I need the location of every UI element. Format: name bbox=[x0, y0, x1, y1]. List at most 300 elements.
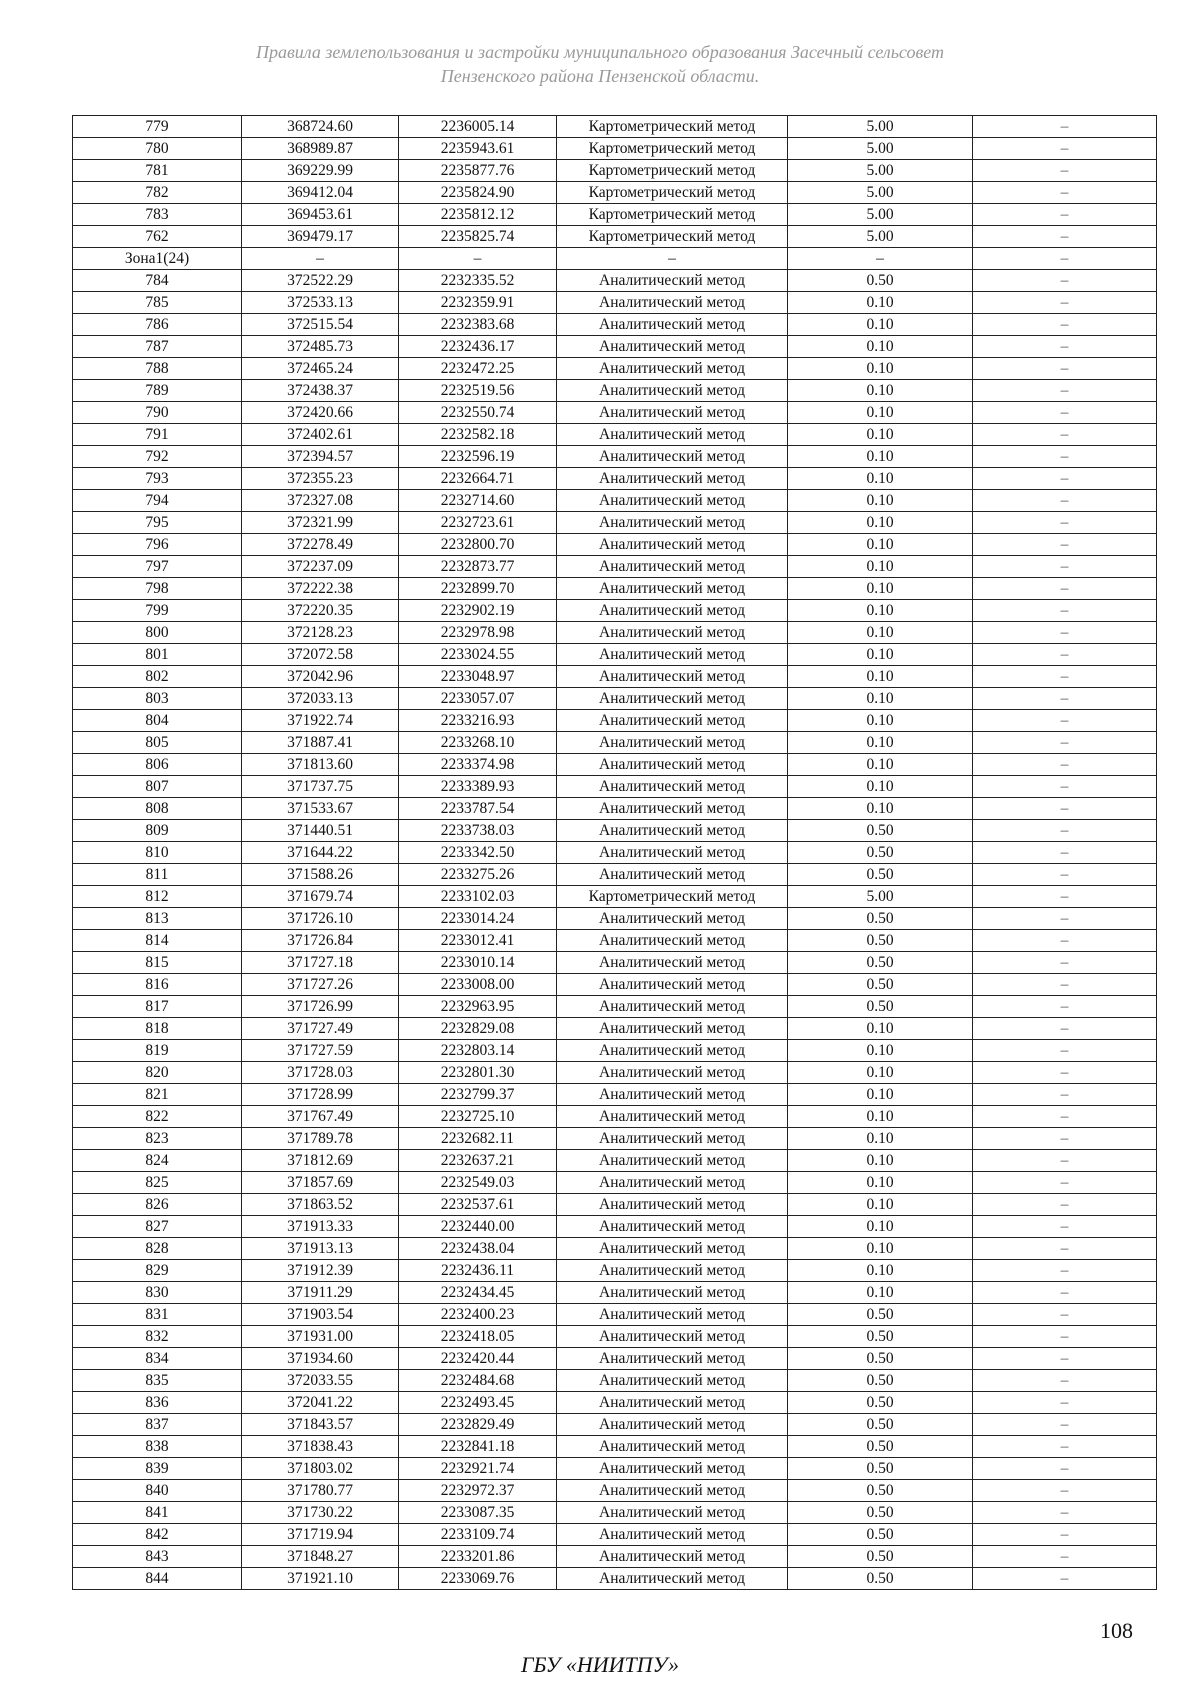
point-number-cell: 781 bbox=[73, 160, 242, 182]
point-number-cell: 805 bbox=[73, 732, 242, 754]
accuracy-cell: 0.10 bbox=[788, 1260, 973, 1282]
accuracy-cell: 0.10 bbox=[788, 534, 973, 556]
method-cell: Аналитический метод bbox=[557, 358, 788, 380]
y-coordinate-cell: 2232537.61 bbox=[399, 1194, 557, 1216]
method-cell: Картометрический метод bbox=[557, 138, 788, 160]
table-row bbox=[73, 248, 1157, 270]
accuracy-cell: 0.10 bbox=[788, 446, 973, 468]
accuracy-cell: 0.10 bbox=[788, 1106, 973, 1128]
method-cell: Аналитический метод bbox=[557, 644, 788, 666]
method-cell: Аналитический метод bbox=[557, 930, 788, 952]
x-coordinate-cell: 372515.54 bbox=[242, 314, 399, 336]
x-coordinate-cell: 371728.03 bbox=[242, 1062, 399, 1084]
method-cell: Аналитический метод bbox=[557, 1524, 788, 1546]
accuracy-cell: 5.00 bbox=[788, 226, 973, 248]
x-coordinate-cell: 372128.23 bbox=[242, 622, 399, 644]
y-coordinate-cell: 2232801.30 bbox=[399, 1062, 557, 1084]
y-coordinate-cell: 2232420.44 bbox=[399, 1348, 557, 1370]
point-number-cell: 842 bbox=[73, 1524, 242, 1546]
method-cell: Аналитический метод bbox=[557, 512, 788, 534]
method-cell: Аналитический метод bbox=[557, 1436, 788, 1458]
point-number-cell: 779 bbox=[73, 116, 242, 138]
y-coordinate-cell: 2233024.55 bbox=[399, 644, 557, 666]
method-cell: Аналитический метод bbox=[557, 996, 788, 1018]
header-line-2: Пензенского района Пензенской области. bbox=[440, 66, 760, 86]
point-number-cell: 786 bbox=[73, 314, 242, 336]
y-coordinate-cell: 2235824.90 bbox=[399, 182, 557, 204]
point-number-cell: 818 bbox=[73, 1018, 242, 1040]
method-cell: Картометрический метод bbox=[557, 160, 788, 182]
y-coordinate-cell: 2232596.19 bbox=[399, 446, 557, 468]
point-number-cell: 831 bbox=[73, 1304, 242, 1326]
point-number-cell: 827 bbox=[73, 1216, 242, 1238]
y-coordinate-cell: 2232800.70 bbox=[399, 534, 557, 556]
accuracy-cell: 0.50 bbox=[788, 1458, 973, 1480]
accuracy-cell: 0.10 bbox=[788, 490, 973, 512]
y-coordinate-cell: 2232829.49 bbox=[399, 1414, 557, 1436]
table-row bbox=[73, 1546, 1157, 1568]
y-coordinate-cell: 2232436.17 bbox=[399, 336, 557, 358]
accuracy-cell: 0.10 bbox=[788, 1282, 973, 1304]
x-coordinate-cell: 372394.57 bbox=[242, 446, 399, 468]
point-number-cell: 837 bbox=[73, 1414, 242, 1436]
point-number-cell: 788 bbox=[73, 358, 242, 380]
note-cell: – bbox=[973, 402, 1157, 424]
x-coordinate-cell: 371588.26 bbox=[242, 864, 399, 886]
accuracy-cell: 0.50 bbox=[788, 1568, 973, 1590]
accuracy-cell: 0.50 bbox=[788, 974, 973, 996]
note-cell: – bbox=[973, 1150, 1157, 1172]
point-number-cell: 814 bbox=[73, 930, 242, 952]
accuracy-cell: 0.10 bbox=[788, 336, 973, 358]
note-cell: – bbox=[973, 754, 1157, 776]
method-cell: Аналитический метод bbox=[557, 1414, 788, 1436]
method-cell: Аналитический метод bbox=[557, 1216, 788, 1238]
x-coordinate-cell: 371922.74 bbox=[242, 710, 399, 732]
point-number-cell: 815 bbox=[73, 952, 242, 974]
note-cell: – bbox=[973, 270, 1157, 292]
table-row bbox=[73, 1436, 1157, 1458]
table-row bbox=[73, 1128, 1157, 1150]
table-row bbox=[73, 424, 1157, 446]
note-cell: – bbox=[973, 424, 1157, 446]
y-coordinate-cell: 2232921.74 bbox=[399, 1458, 557, 1480]
x-coordinate-cell: 371726.84 bbox=[242, 930, 399, 952]
note-cell: – bbox=[973, 1172, 1157, 1194]
table-row bbox=[73, 952, 1157, 974]
accuracy-cell: 0.10 bbox=[788, 1018, 973, 1040]
method-cell: Аналитический метод bbox=[557, 732, 788, 754]
accuracy-cell: 0.50 bbox=[788, 1370, 973, 1392]
note-cell: – bbox=[973, 974, 1157, 996]
table-row bbox=[73, 622, 1157, 644]
method-cell: Аналитический метод bbox=[557, 1040, 788, 1062]
y-coordinate-cell: 2232400.23 bbox=[399, 1304, 557, 1326]
y-coordinate-cell: 2232335.52 bbox=[399, 270, 557, 292]
method-cell: Аналитический метод bbox=[557, 1348, 788, 1370]
point-number-cell: 816 bbox=[73, 974, 242, 996]
x-coordinate-cell: 371440.51 bbox=[242, 820, 399, 842]
x-coordinate-cell: 371726.10 bbox=[242, 908, 399, 930]
point-number-cell: 826 bbox=[73, 1194, 242, 1216]
method-cell: Аналитический метод bbox=[557, 534, 788, 556]
table-row bbox=[73, 776, 1157, 798]
accuracy-cell: 0.50 bbox=[788, 1524, 973, 1546]
table-row bbox=[73, 1018, 1157, 1040]
note-cell: – bbox=[973, 864, 1157, 886]
point-number-cell: 783 bbox=[73, 204, 242, 226]
y-coordinate-cell: 2232714.60 bbox=[399, 490, 557, 512]
accuracy-cell: 0.50 bbox=[788, 1348, 973, 1370]
y-coordinate-cell: 2233268.10 bbox=[399, 732, 557, 754]
y-coordinate-cell: – bbox=[399, 248, 557, 270]
table-row bbox=[73, 1304, 1157, 1326]
method-cell: – bbox=[557, 248, 788, 270]
point-number-cell: 809 bbox=[73, 820, 242, 842]
table-row bbox=[73, 688, 1157, 710]
point-number-cell: 817 bbox=[73, 996, 242, 1018]
x-coordinate-cell: 372533.13 bbox=[242, 292, 399, 314]
point-number-cell: 843 bbox=[73, 1546, 242, 1568]
page-number: 108 bbox=[1100, 1618, 1133, 1643]
table-row bbox=[73, 116, 1157, 138]
method-cell: Картометрический метод bbox=[557, 204, 788, 226]
x-coordinate-cell: 372402.61 bbox=[242, 424, 399, 446]
note-cell: – bbox=[973, 226, 1157, 248]
accuracy-cell: 0.10 bbox=[788, 1238, 973, 1260]
x-coordinate-cell: 371803.02 bbox=[242, 1458, 399, 1480]
y-coordinate-cell: 2232725.10 bbox=[399, 1106, 557, 1128]
note-cell: – bbox=[973, 1238, 1157, 1260]
x-coordinate-cell: 372321.99 bbox=[242, 512, 399, 534]
accuracy-cell: 0.10 bbox=[788, 512, 973, 534]
x-coordinate-cell: 371857.69 bbox=[242, 1172, 399, 1194]
y-coordinate-cell: 2232902.19 bbox=[399, 600, 557, 622]
method-cell: Аналитический метод bbox=[557, 270, 788, 292]
note-cell: – bbox=[973, 1216, 1157, 1238]
x-coordinate-cell: 372438.37 bbox=[242, 380, 399, 402]
accuracy-cell: 0.50 bbox=[788, 1546, 973, 1568]
table-row bbox=[73, 1524, 1157, 1546]
note-cell: – bbox=[973, 1326, 1157, 1348]
y-coordinate-cell: 2232637.21 bbox=[399, 1150, 557, 1172]
point-number-cell: 782 bbox=[73, 182, 242, 204]
accuracy-cell: 0.10 bbox=[788, 314, 973, 336]
x-coordinate-cell: 371913.33 bbox=[242, 1216, 399, 1238]
accuracy-cell: 0.10 bbox=[788, 380, 973, 402]
accuracy-cell: 0.50 bbox=[788, 1392, 973, 1414]
point-number-cell: 806 bbox=[73, 754, 242, 776]
method-cell: Картометрический метод bbox=[557, 886, 788, 908]
point-number-cell: 811 bbox=[73, 864, 242, 886]
x-coordinate-cell: 372278.49 bbox=[242, 534, 399, 556]
point-number-cell: 821 bbox=[73, 1084, 242, 1106]
y-coordinate-cell: 2235877.76 bbox=[399, 160, 557, 182]
table-row bbox=[73, 974, 1157, 996]
point-number-cell: 800 bbox=[73, 622, 242, 644]
y-coordinate-cell: 2232664.71 bbox=[399, 468, 557, 490]
point-number-cell: 840 bbox=[73, 1480, 242, 1502]
y-coordinate-cell: 2233109.74 bbox=[399, 1524, 557, 1546]
coordinates-table bbox=[72, 115, 1157, 1590]
table-row bbox=[73, 842, 1157, 864]
x-coordinate-cell: 371931.00 bbox=[242, 1326, 399, 1348]
method-cell: Аналитический метод bbox=[557, 292, 788, 314]
x-coordinate-cell: 372042.96 bbox=[242, 666, 399, 688]
method-cell: Аналитический метод bbox=[557, 1546, 788, 1568]
table-row bbox=[73, 270, 1157, 292]
note-cell: – bbox=[973, 996, 1157, 1018]
note-cell: – bbox=[973, 1392, 1157, 1414]
method-cell: Аналитический метод bbox=[557, 1084, 788, 1106]
point-number-cell: 834 bbox=[73, 1348, 242, 1370]
y-coordinate-cell: 2232438.04 bbox=[399, 1238, 557, 1260]
note-cell: – bbox=[973, 380, 1157, 402]
y-coordinate-cell: 2232383.68 bbox=[399, 314, 557, 336]
note-cell: – bbox=[973, 512, 1157, 534]
method-cell: Аналитический метод bbox=[557, 1326, 788, 1348]
x-coordinate-cell: 371789.78 bbox=[242, 1128, 399, 1150]
point-number-cell: 790 bbox=[73, 402, 242, 424]
table-row bbox=[73, 930, 1157, 952]
method-cell: Аналитический метод bbox=[557, 556, 788, 578]
point-number-cell: 830 bbox=[73, 1282, 242, 1304]
note-cell: – bbox=[973, 1194, 1157, 1216]
table-row bbox=[73, 380, 1157, 402]
table-row bbox=[73, 336, 1157, 358]
point-number-cell: 812 bbox=[73, 886, 242, 908]
x-coordinate-cell: 372041.22 bbox=[242, 1392, 399, 1414]
note-cell: – bbox=[973, 732, 1157, 754]
method-cell: Аналитический метод bbox=[557, 842, 788, 864]
note-cell: – bbox=[973, 644, 1157, 666]
x-coordinate-cell: 369479.17 bbox=[242, 226, 399, 248]
y-coordinate-cell: 2233048.97 bbox=[399, 666, 557, 688]
table-row bbox=[73, 1480, 1157, 1502]
x-coordinate-cell: 372355.23 bbox=[242, 468, 399, 490]
note-cell: – bbox=[973, 292, 1157, 314]
note-cell: – bbox=[973, 204, 1157, 226]
method-cell: Аналитический метод bbox=[557, 1062, 788, 1084]
note-cell: – bbox=[973, 1546, 1157, 1568]
point-number-cell: 801 bbox=[73, 644, 242, 666]
y-coordinate-cell: 2232418.05 bbox=[399, 1326, 557, 1348]
x-coordinate-cell: 371863.52 bbox=[242, 1194, 399, 1216]
y-coordinate-cell: 2233201.86 bbox=[399, 1546, 557, 1568]
y-coordinate-cell: 2233342.50 bbox=[399, 842, 557, 864]
y-coordinate-cell: 2233057.07 bbox=[399, 688, 557, 710]
x-coordinate-cell: 371679.74 bbox=[242, 886, 399, 908]
table-row bbox=[73, 446, 1157, 468]
note-cell: – bbox=[973, 1062, 1157, 1084]
table-row bbox=[73, 512, 1157, 534]
table-row bbox=[73, 886, 1157, 908]
method-cell: Аналитический метод bbox=[557, 1304, 788, 1326]
point-number-cell: 797 bbox=[73, 556, 242, 578]
table-row bbox=[73, 1216, 1157, 1238]
method-cell: Картометрический метод bbox=[557, 116, 788, 138]
note-cell: – bbox=[973, 886, 1157, 908]
x-coordinate-cell: 369412.04 bbox=[242, 182, 399, 204]
table-row bbox=[73, 1194, 1157, 1216]
accuracy-cell: 0.10 bbox=[788, 798, 973, 820]
y-coordinate-cell: 2233087.35 bbox=[399, 1502, 557, 1524]
point-number-cell: 825 bbox=[73, 1172, 242, 1194]
point-number-cell: 838 bbox=[73, 1436, 242, 1458]
table-row bbox=[73, 1106, 1157, 1128]
table-row bbox=[73, 160, 1157, 182]
y-coordinate-cell: 2233012.41 bbox=[399, 930, 557, 952]
y-coordinate-cell: 2232493.45 bbox=[399, 1392, 557, 1414]
note-cell: – bbox=[973, 160, 1157, 182]
accuracy-cell: 0.10 bbox=[788, 644, 973, 666]
method-cell: Аналитический метод bbox=[557, 666, 788, 688]
note-cell: – bbox=[973, 1282, 1157, 1304]
method-cell: Аналитический метод bbox=[557, 688, 788, 710]
method-cell: Аналитический метод bbox=[557, 1106, 788, 1128]
table-row bbox=[73, 292, 1157, 314]
method-cell: Аналитический метод bbox=[557, 776, 788, 798]
x-coordinate-cell: 371843.57 bbox=[242, 1414, 399, 1436]
accuracy-cell: 0.10 bbox=[788, 710, 973, 732]
note-cell: – bbox=[973, 1458, 1157, 1480]
y-coordinate-cell: 2235943.61 bbox=[399, 138, 557, 160]
table-row bbox=[73, 666, 1157, 688]
accuracy-cell: 0.10 bbox=[788, 358, 973, 380]
point-number-cell: 820 bbox=[73, 1062, 242, 1084]
x-coordinate-cell: 371903.54 bbox=[242, 1304, 399, 1326]
y-coordinate-cell: 2233738.03 bbox=[399, 820, 557, 842]
note-cell: – bbox=[973, 952, 1157, 974]
method-cell: Аналитический метод bbox=[557, 1480, 788, 1502]
x-coordinate-cell: 372465.24 bbox=[242, 358, 399, 380]
x-coordinate-cell: 372485.73 bbox=[242, 336, 399, 358]
point-number-cell: 802 bbox=[73, 666, 242, 688]
note-cell: – bbox=[973, 1304, 1157, 1326]
x-coordinate-cell: 372072.58 bbox=[242, 644, 399, 666]
accuracy-cell: 0.50 bbox=[788, 996, 973, 1018]
method-cell: Аналитический метод bbox=[557, 336, 788, 358]
table-row bbox=[73, 1326, 1157, 1348]
method-cell: Аналитический метод bbox=[557, 1128, 788, 1150]
method-cell: Аналитический метод bbox=[557, 1392, 788, 1414]
point-number-cell: 780 bbox=[73, 138, 242, 160]
x-coordinate-cell: 371780.77 bbox=[242, 1480, 399, 1502]
accuracy-cell: 0.10 bbox=[788, 292, 973, 314]
method-cell: Картометрический метод bbox=[557, 226, 788, 248]
x-coordinate-cell: 371727.18 bbox=[242, 952, 399, 974]
table-row bbox=[73, 314, 1157, 336]
method-cell: Аналитический метод bbox=[557, 820, 788, 842]
accuracy-cell: 0.10 bbox=[788, 1216, 973, 1238]
method-cell: Аналитический метод bbox=[557, 468, 788, 490]
point-number-cell: 803 bbox=[73, 688, 242, 710]
y-coordinate-cell: 2232963.95 bbox=[399, 996, 557, 1018]
method-cell: Аналитический метод bbox=[557, 446, 788, 468]
accuracy-cell: 0.10 bbox=[788, 732, 973, 754]
y-coordinate-cell: 2233008.00 bbox=[399, 974, 557, 996]
note-cell: – bbox=[973, 1040, 1157, 1062]
method-cell: Аналитический метод bbox=[557, 1172, 788, 1194]
x-coordinate-cell: 371913.13 bbox=[242, 1238, 399, 1260]
y-coordinate-cell: 2233069.76 bbox=[399, 1568, 557, 1590]
method-cell: Аналитический метод bbox=[557, 600, 788, 622]
x-coordinate-cell: 369229.99 bbox=[242, 160, 399, 182]
table-row bbox=[73, 578, 1157, 600]
table-row bbox=[73, 1062, 1157, 1084]
method-cell: Аналитический метод bbox=[557, 864, 788, 886]
accuracy-cell: 0.50 bbox=[788, 1436, 973, 1458]
note-cell: – bbox=[973, 314, 1157, 336]
y-coordinate-cell: 2232682.11 bbox=[399, 1128, 557, 1150]
x-coordinate-cell: 372033.13 bbox=[242, 688, 399, 710]
x-coordinate-cell: 371644.22 bbox=[242, 842, 399, 864]
y-coordinate-cell: 2233014.24 bbox=[399, 908, 557, 930]
method-cell: Аналитический метод bbox=[557, 622, 788, 644]
y-coordinate-cell: 2233216.93 bbox=[399, 710, 557, 732]
accuracy-cell: 0.10 bbox=[788, 776, 973, 798]
method-cell: Аналитический метод bbox=[557, 952, 788, 974]
note-cell: – bbox=[973, 1084, 1157, 1106]
method-cell: Аналитический метод bbox=[557, 1458, 788, 1480]
accuracy-cell: 5.00 bbox=[788, 182, 973, 204]
table-row bbox=[73, 908, 1157, 930]
note-cell: – bbox=[973, 842, 1157, 864]
point-number-cell: 810 bbox=[73, 842, 242, 864]
table-row bbox=[73, 182, 1157, 204]
point-number-cell: 824 bbox=[73, 1150, 242, 1172]
table-row bbox=[73, 798, 1157, 820]
note-cell: – bbox=[973, 798, 1157, 820]
method-cell: Аналитический метод bbox=[557, 578, 788, 600]
point-number-cell: 813 bbox=[73, 908, 242, 930]
point-number-cell: 828 bbox=[73, 1238, 242, 1260]
note-cell: – bbox=[973, 666, 1157, 688]
accuracy-cell: 0.10 bbox=[788, 1194, 973, 1216]
y-coordinate-cell: 2232484.68 bbox=[399, 1370, 557, 1392]
note-cell: – bbox=[973, 556, 1157, 578]
table-row bbox=[73, 1370, 1157, 1392]
y-coordinate-cell: 2233389.93 bbox=[399, 776, 557, 798]
note-cell: – bbox=[973, 1370, 1157, 1392]
note-cell: – bbox=[973, 358, 1157, 380]
y-coordinate-cell: 2235825.74 bbox=[399, 226, 557, 248]
point-number-cell: 785 bbox=[73, 292, 242, 314]
table-row bbox=[73, 490, 1157, 512]
note-cell: – bbox=[973, 1414, 1157, 1436]
x-coordinate-cell: 372327.08 bbox=[242, 490, 399, 512]
accuracy-cell: 5.00 bbox=[788, 160, 973, 182]
note-cell: – bbox=[973, 1348, 1157, 1370]
method-cell: Аналитический метод bbox=[557, 908, 788, 930]
note-cell: – bbox=[973, 820, 1157, 842]
method-cell: Аналитический метод bbox=[557, 1194, 788, 1216]
note-cell: – bbox=[973, 116, 1157, 138]
note-cell: – bbox=[973, 1502, 1157, 1524]
table-row bbox=[73, 644, 1157, 666]
y-coordinate-cell: 2232972.37 bbox=[399, 1480, 557, 1502]
note-cell: – bbox=[973, 490, 1157, 512]
point-number-cell: 799 bbox=[73, 600, 242, 622]
x-coordinate-cell: 371838.43 bbox=[242, 1436, 399, 1458]
accuracy-cell: 0.10 bbox=[788, 1040, 973, 1062]
accuracy-cell: 0.50 bbox=[788, 1326, 973, 1348]
point-number-cell: 822 bbox=[73, 1106, 242, 1128]
accuracy-cell: 0.50 bbox=[788, 842, 973, 864]
x-coordinate-cell: 371934.60 bbox=[242, 1348, 399, 1370]
y-coordinate-cell: 2232519.56 bbox=[399, 380, 557, 402]
accuracy-cell: 0.50 bbox=[788, 820, 973, 842]
